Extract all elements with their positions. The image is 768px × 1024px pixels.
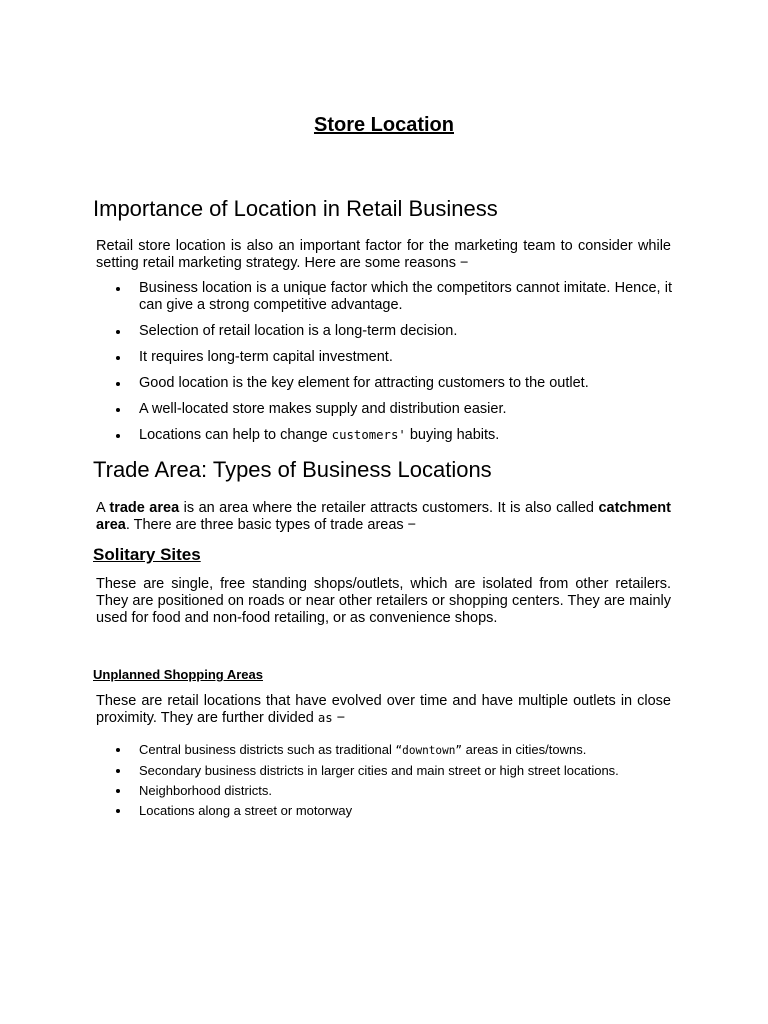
list-item [116, 349, 672, 366]
list-item [116, 763, 672, 779]
bullet-icon [116, 434, 120, 438]
list-item-text-after: buying habits. [405, 427, 500, 443]
catchment-area-term: catchment area [96, 500, 671, 533]
list-item-text-before: Central business districts such as traditional [139, 742, 396, 757]
unplanned-text-before: These are retail locations that have evolved over time and have multiple outlets in close proximity. They are further divided [96, 693, 671, 726]
list-item-text: It requires long-term capital investment. [139, 349, 393, 365]
list-item-text-mono: customers' [331, 428, 406, 442]
list-item [116, 783, 672, 799]
trade-text-mid: is an area where the retailer attracts customers. It is also called [179, 500, 599, 516]
list-item-text: Neighborhood districts. [139, 783, 272, 798]
heading-unplanned-shopping-areas: Unplanned Shopping Areas [93, 667, 263, 682]
list-item [116, 280, 672, 314]
heading-trade-area: Trade Area: Types of Business Locations [93, 457, 492, 482]
unplanned-types-list [116, 742, 672, 823]
list-item [116, 323, 672, 340]
list-item-text-after: areas in cities/towns. [462, 742, 587, 757]
page-title: Store Location [313, 114, 454, 136]
heading-solitary-sites: Solitary Sites [93, 545, 201, 564]
list-item-text: Good location is the key element for attracting customers to the outlet. [139, 375, 589, 391]
bullet-icon [116, 789, 120, 793]
bullet-icon [116, 769, 120, 773]
unplanned-text-mono: as [317, 711, 333, 725]
heading-importance-of-location: Importance of Location in Retail Business [93, 196, 498, 221]
list-item-text: Secondary business districts in larger cities and main street or high street locations. [139, 763, 619, 778]
list-item-text-before: Locations can help to change [139, 427, 332, 443]
list-item-text: Locations along a street or motorway [139, 803, 353, 818]
bullet-icon [116, 287, 120, 291]
list-item-text: Business location is a unique factor which the competitors cannot imitate. Hence, it can give a strong competitive advantage. [139, 280, 672, 313]
list-item [116, 401, 672, 418]
unplanned-paragraph [96, 693, 671, 727]
list-item-text: A well-located store makes supply and distribution easier. [139, 401, 507, 417]
importance-reasons-list [116, 280, 672, 453]
bullet-icon [116, 382, 120, 386]
list-item-text-mono: “downtown” [395, 744, 463, 757]
list-item [116, 375, 672, 392]
list-item-text: Selection of retail location is a long-term decision. [139, 323, 458, 339]
unplanned-text-after: − [332, 710, 346, 726]
solitary-sites-paragraph: These are single, free standing shops/outlets, which are isolated from other retailers. They are positioned on roads or near other retailers or shopping centers. They are mainly used for food and non-food retailing, or as convenience shops. [96, 576, 671, 626]
trade-area-paragraph [96, 500, 671, 534]
trade-text-end: . There are three basic types of trade areas − [125, 517, 417, 533]
importance-intro-paragraph: Retail store location is also an important factor for the marketing team to consider while setting retail marketing strategy. Here are some reasons − [96, 238, 671, 271]
bullet-icon [116, 809, 120, 813]
trade-text-a: A [96, 500, 110, 516]
bullet-icon [116, 748, 120, 752]
trade-area-term: trade area [109, 500, 180, 516]
list-item [116, 742, 672, 759]
bullet-icon [116, 356, 120, 360]
bullet-icon [116, 330, 120, 334]
list-item [116, 427, 672, 444]
bullet-icon [116, 408, 120, 412]
list-item [116, 803, 672, 819]
